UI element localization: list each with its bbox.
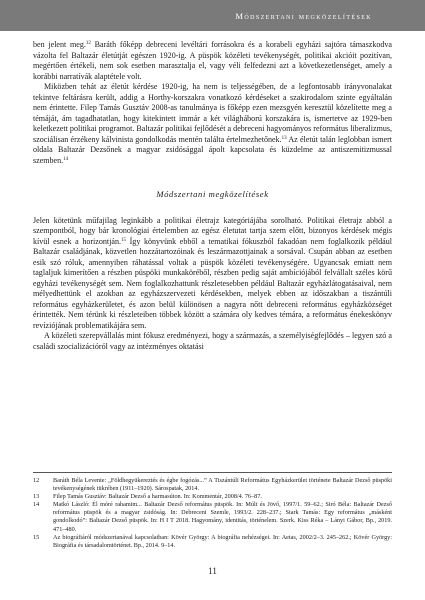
footnote-ref[interactable]: 13 bbox=[281, 135, 287, 141]
footnote-text: Filep Tamás Gusztáv: Baltazár Dezső a harmasúton. In: Kommentár, 2008/4. 76–87. bbox=[53, 493, 262, 501]
footnote-number: 12 bbox=[33, 477, 40, 484]
page-number: 11 bbox=[208, 566, 217, 576]
footnote-number: 13 bbox=[33, 493, 40, 501]
footnote bbox=[33, 477, 392, 493]
paragraph: Jelen kötetünk műfajilag leginkább a politikai életrajz kategóriájába sorolható. Politikai életrajz abból a szempontból, hogy bár kronológiai értelemben az egész életutat tartja szem előtt, bizonyos kérdések mégis kívül esnek a horizontján.$^{15}$ Így könyvünk ebből a tematikai fókuszból fakadóan nem foglalkozik például Baltazár családjának, közvetlen hozzátartozóinak és leszármazottjainak a sorsával. Csupán abban az esetben esik szó róluk, amennyiben ráhatással voltak a püspök közéleti tevékenységére. Ugyancsak emiatt nem taglaljuk kimerítően a részben püspöki munkaköréből, részben pedig saját ambíciójából felvállalt széles körű egyházi tevékenységét sem. Nem foglalkozhattunk részletesebben például Baltazár egyházlátogatásaival, nem mélyedhettünk el azokban az egyházszervezeti kérdésekben, melyek ebben az időszakban a tiszántúli református egyházkerületet, és azon belül különösen a nagyra nőtt debreceni református egyházközséget érintették. Nem térünk ki részleteiben többek között a számára oly kedves témára, a református énekeskönyv revíziójának problematikájára sem. bbox=[33, 215, 392, 330]
footnotes bbox=[33, 472, 392, 550]
footnote-divider bbox=[33, 472, 392, 473]
footnote-ref[interactable]: 12 bbox=[85, 41, 91, 46]
running-header-title: Módszertani megközelítések bbox=[235, 11, 372, 21]
footnote-text: Matkó László: Él móré rahamim... Baltazár Dezső református püspök. In: Múlt és Jövő, 1997/1. 59–62.; Siró Béla: Baltazár Dezső református püspök és a magyar zsidóság. In: Debreceni Szemle, 1993/2. 228–237.; Stark Tamás: Egy református „másként gondolkodó”: Baltazár Dezső püspök. In: H I T 2018. Hagyomány, identitás, történelem. Szerk. Kiss Réka – Lányi Gábor, Bp., 2019. 471–480. bbox=[53, 501, 392, 533]
footnote-number: 14 bbox=[33, 501, 40, 509]
footnote bbox=[33, 501, 392, 533]
footnote-ref[interactable]: 15 bbox=[120, 237, 126, 243]
paragraph: Miközben tehát az életút kérdése 1920-ig, ha nem is teljességében, de a legfontosabb irányvonalakat tekintve feltárásra került, addig a Horthy-korszakra vonatkozó kérdéseket a szakirodalom szinte egyáltalán nem érintette. Filep Tamás Gusztáv 2008-as tanulmánya is főképp ezen mezsgyén keresztül közelítette meg a témáját, ám tagadhatatlan, hogy kitekintett immár a két világháború korszakára is, ismertetve az 1929-ben keletkezett politikai programot. Baltazár politikai fejlődését a debreceni hagyományos református liberalizmus, szociálisan érzékeny kálvinista gondolkodás mentén találta értelmezhetőnek.$^{13}$ Az életút talán leglobban ismert oldala Baltazár Dezsőnek a magyar zsidósággal ápolt kapcsolata és küzdelme az antiszemitizmussal szemben.$^{14}$ bbox=[33, 82, 392, 165]
footnote bbox=[33, 534, 392, 550]
main-text bbox=[33, 40, 392, 352]
footnote-text: Baráth Béla Levente: „Földhegyükereztés és égbe fogózás...” A Tiszántúli Református Egyházkerület története Baltazár Dezső püspöki tevékenységének tükrében (1911–1920). Sárospatak, 2014. bbox=[53, 477, 392, 493]
footnote-ref[interactable]: 14 bbox=[63, 156, 69, 162]
running-header-band bbox=[0, 0, 425, 31]
paragraph: A közéleti szerepvállalás mint fókusz eredményezi, hogy a származás, a személyiségfejlődés – legyen szó a családi szocializációról vagy az intézményes oktatási bbox=[33, 331, 392, 351]
footnote-text: Az biográfiáról módszertanával kapcsolatban: Kövér György: A biográfia nehézségei. In: Aetas, 2002/2–3. 245–262.; Kövér György: Biográfia és társadalomtörténet. Bp., 2014. 9–14. bbox=[53, 533, 392, 549]
footnote-number: 15 bbox=[33, 533, 40, 541]
section-heading: Módszertani megközelítések bbox=[156, 189, 269, 199]
paragraph: ben jelent meg.$^{12}$ Baráth főképp debreceni levéltári forrásokra és a korabeli egyházi sajtóra támaszkodva vázolta fel Baltazár életútját egészen 1920-ig. A püspök közéleti tevékenységét, politikai akcióit pozitívan, megértően értékeli, nem sok esetben marasztalja el, vagy véli felfedezni azt a következetlenséget, amely a korábbi narratívák alaptétele volt. bbox=[33, 40, 392, 81]
